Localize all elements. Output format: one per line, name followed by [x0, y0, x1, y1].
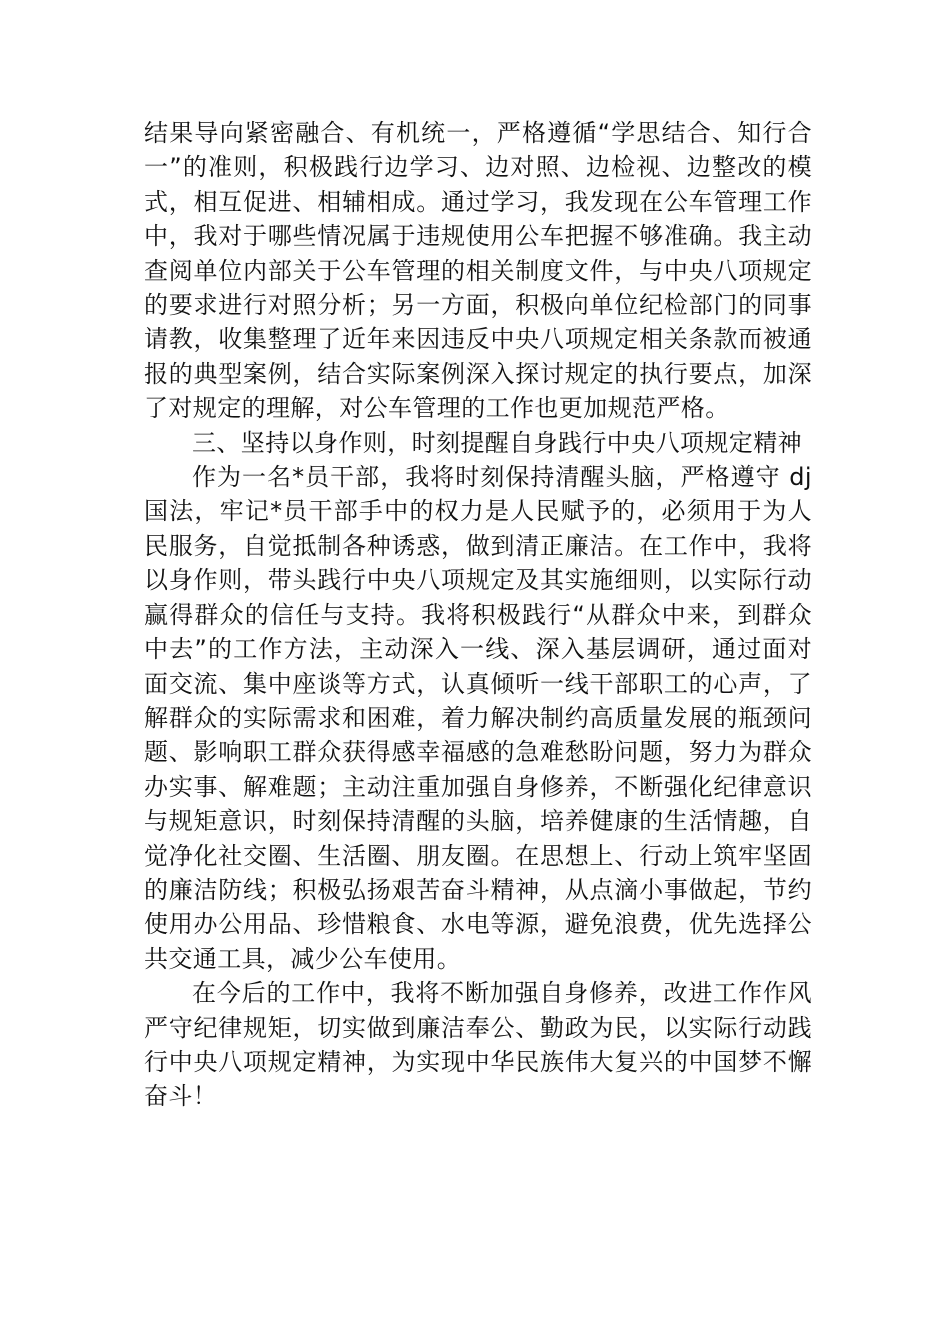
paragraph-body: 作为一名*员干部，我将时刻保持清醒头脑，严格遵守 dj 国法，牢记*员干部手中的权力是人民赋予的，必须用于为人民服务，自觉抵制各种诱惑，做到清正廉洁。在工作中，我将以身作则，带头践行中央八项规定及其实施细则，以实际行动赢得群众的信任与支持。我将积极践行“从群众中来，到群众中去”的工作方法，主动深入一线、深入基层调研，通过面对面交流、集中座谈等方式，认真倾听一线干部职工的心声，了解群众的实际需求和困难，着力解决制约高质量发展的瓶颈问题、影响职工群众获得感幸福感的急难愁盼问题，努力为群众办实事、解难题；主动注重加强自身修养，不断强化纪律意识与规矩意识，时刻保持清醒的头脑，培养健康的生活情趣，自觉净化社交圈、生活圈、朋友圈。在思想上、行动上筑牢坚固的廉洁防线；积极弘扬艰苦奋斗精神，从点滴小事做起，节约使用办公用品、珍惜粮食、水电等源，避免浪费，优先选择公共交通工具，减少公车使用。: [144, 463, 812, 973]
paragraph-closing: 在今后的工作中，我将不断加强自身修养，改进工作作风严守纪律规矩，切实做到廉洁奉公、勤政为民，以实际行动践行中央八项规定精神，为实现中华民族伟大复兴的中国梦不懈奋斗！: [144, 979, 812, 1111]
section-heading: 三、坚持以身作则，时刻提醒自身践行中央八项规定精神: [192, 428, 802, 457]
document-body: [144, 116, 812, 1114]
paragraph-continuation: 结果导向紧密融合、有机统一，严格遵循“学思结合、知行合一”的准则，积极践行边学习、边对照、边检视、边整改的模式，相互促进、相辅相成。通过学习，我发现在公车管理工作中，我对于哪些情况属于违规使用公车把握不够准确。我主动查阅单位内部关于公车管理的相关制度文件，与中央八项规定的要求进行对照分析；另一方面，积极向单位纪检部门的同事请教，收集整理了近年来因违反中央八项规定相关条款而被通报的典型案例，结合实际案例深入探讨规定的执行要点，加深了对规定的理解，对公车管理的工作也更加规范严格。: [144, 119, 812, 423]
